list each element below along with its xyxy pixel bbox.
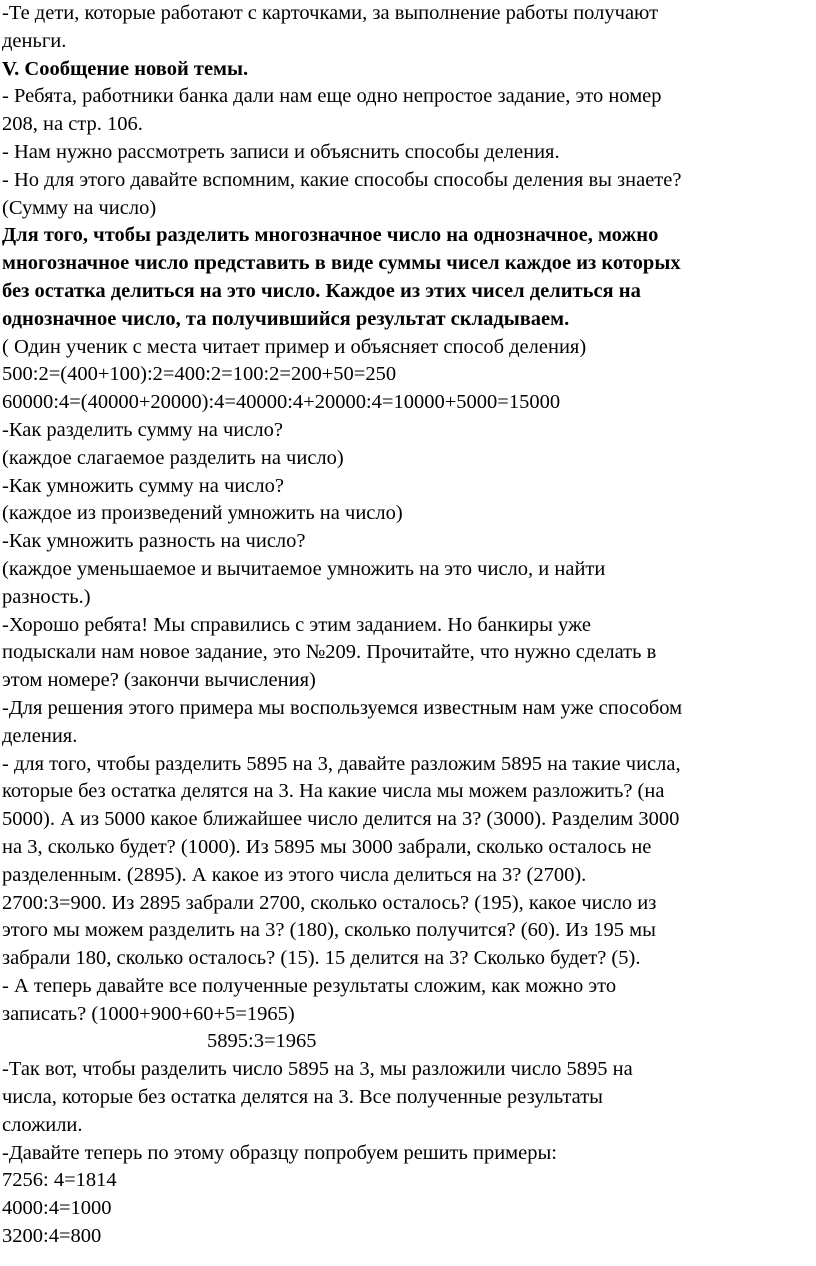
- bold-text-line: V. Сообщение новой темы.: [2, 57, 249, 80]
- text-line: этого мы можем разделить на 3? (180), сколько получится? (60). Из 195 мы: [2, 919, 656, 942]
- text-line: -Для решения этого примера мы воспользуемся известным нам уже способом: [2, 696, 683, 719]
- text-line: подыскали нам новое задание, это №209. Прочитайте, что нужно сделать в: [2, 641, 657, 664]
- text-line: 2700:3=900. Из 2895 забрали 2700, сколько осталось? (195), какое число из: [2, 891, 657, 914]
- text-line: на 3, сколько будет? (1000). Из 5895 мы 3000 забрали, сколько осталось не: [2, 835, 652, 858]
- text-line: -Те дети, которые работают с карточками, за выполнение работы получают: [2, 2, 659, 24]
- text-line: -Как разделить сумму на число?: [2, 418, 283, 441]
- text-line: - Ребята, работники банка дали нам еще одно непростое задание, это номер: [2, 85, 662, 108]
- text-line: 3200:4=800: [2, 1225, 102, 1248]
- text-line: этом номере? (закончи вычисления): [2, 669, 316, 692]
- text-line: записать? (1000+900+60+5=1965): [2, 1002, 295, 1025]
- text-line: забрали 180, сколько осталось? (15). 15 делится на 3? Сколько будет? (5).: [2, 947, 641, 970]
- text-line: 7256: 4=1814: [2, 1169, 117, 1192]
- text-line: 208, на стр. 106.: [2, 113, 143, 136]
- bold-text-line: Для того, чтобы разделить многозначное число на однозначное, можно: [2, 224, 659, 247]
- bold-text-line: многозначное число представить в виде суммы чисел каждое из которых: [2, 252, 681, 275]
- text-line: 5000). А из 5000 какое ближайшее число делится на 3? (3000). Разделим 3000: [2, 808, 680, 831]
- text-line: (Сумму на число): [2, 196, 157, 219]
- text-line: ( Один ученик с места читает пример и объясняет способ деления): [2, 335, 587, 358]
- text-line: -Давайте теперь по этому образцу попробуем решить примеры:: [2, 1141, 557, 1164]
- text-line: - для того, чтобы разделить 5895 на 3, давайте разложим 5895 на такие числа,: [2, 752, 681, 775]
- text-line: - Но для этого давайте вспомним, какие способы способы деления вы знаете?: [2, 168, 682, 191]
- text-line: которые без остатка делятся на 3. На какие числа мы можем разложить? (на: [2, 780, 665, 803]
- text-line: 4000:4=1000: [2, 1197, 112, 1220]
- bold-text-line: без остатка делиться на это число. Каждое из этих чисел делиться на: [2, 279, 641, 302]
- text-line: 60000:4=(40000+20000):4=40000:4+20000:4=10000+5000=15000: [2, 391, 561, 414]
- text-line: -Как умножить сумму на число?: [2, 474, 284, 497]
- text-line: - А теперь давайте все полученные результаты сложим, как можно это: [2, 974, 617, 997]
- text-line: 500:2=(400+100):2=400:2=100:2=200+50=250: [2, 363, 397, 386]
- document-page: [2, 0, 814, 1251]
- text-line: 5895:3=1965: [207, 1030, 317, 1053]
- text-line: -Хорошо ребята! Мы справились с этим заданием. Но банкиры уже: [2, 613, 591, 636]
- text-line: (каждое уменьшаемое и вычитаемое умножить на это число, и найти: [2, 557, 606, 580]
- text-line: сложили.: [2, 1113, 83, 1136]
- text-line: деления.: [2, 724, 78, 747]
- text-line: разделенным. (2895). А какое из этого числа делиться на 3? (2700).: [2, 863, 587, 886]
- text-line: -Как умножить разность на число?: [2, 530, 306, 553]
- text-line: деньги.: [2, 29, 67, 52]
- text-line: числа, которые без остатка делятся на 3. Все полученные результаты: [2, 1086, 603, 1109]
- text-line: разность.): [2, 585, 91, 608]
- bold-text-line: однозначное число, та получившийся результат складываем.: [2, 307, 570, 330]
- text-line: -Так вот, чтобы разделить число 5895 на 3, мы разложили число 5895 на: [2, 1058, 633, 1081]
- text-line: (каждое из произведений умножить на число): [2, 502, 403, 525]
- text-line: - Нам нужно рассмотреть записи и объяснить способы деления.: [2, 140, 560, 163]
- text-line: (каждое слагаемое разделить на число): [2, 446, 344, 469]
